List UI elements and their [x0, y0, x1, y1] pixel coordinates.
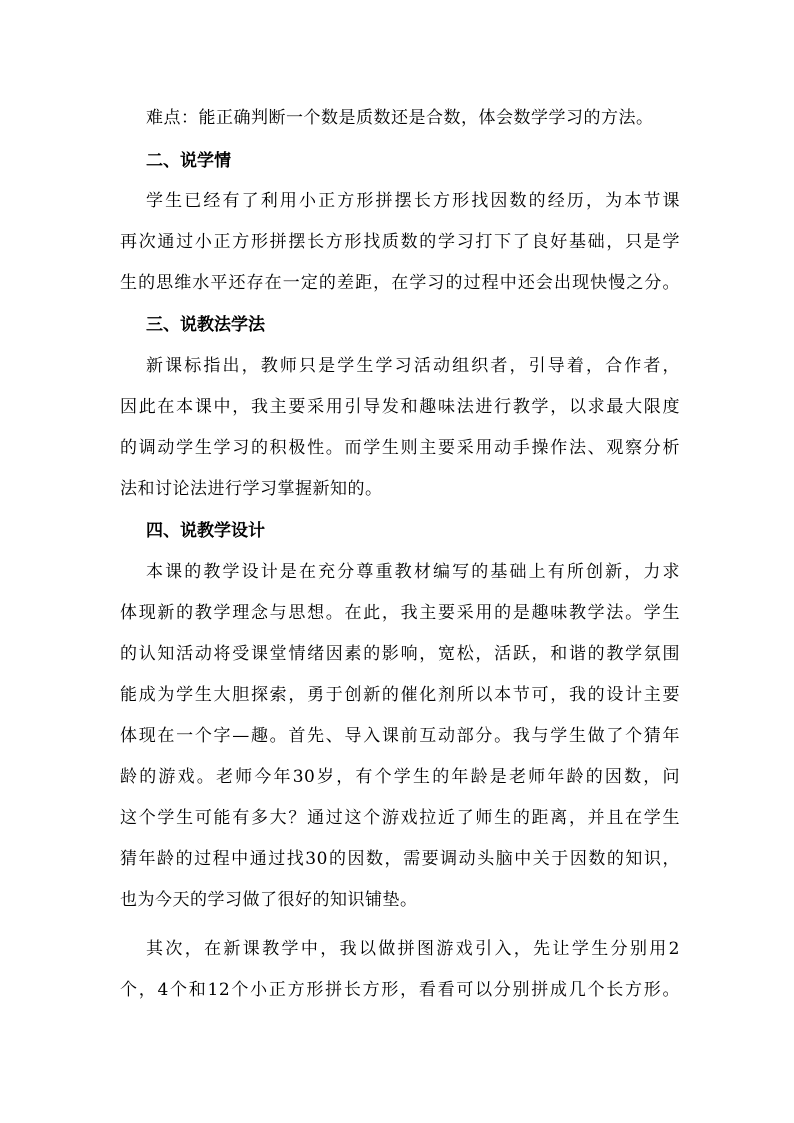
paragraph-line: 的调动学生学习的积极性。而学生则主要采用动手操作法、观察分析 [120, 438, 680, 458]
paragraph-line: 法和讨论法进行学习掌握新知的。 [120, 479, 383, 499]
paragraph-line: 新课标指出，教师只是学生学习活动组织者，引导着，合作者， [146, 356, 680, 376]
section-heading-teaching-design: 四、说教学设计 [146, 521, 265, 541]
paragraph-line: 个，4个和12个小正方形拼长方形，看看可以分别拼成几个长方形。 [120, 980, 680, 1000]
difficulty-line: 难点：能正确判断一个数是质数还是合数，体会数学学习的方法。 [146, 108, 654, 128]
paragraph-line: 生的思维水平还存在一定的差距，在学习的过程中还会出现快慢之分。 [120, 273, 680, 293]
paragraph-line: 体现在一个字—趣。首先、导入课前互动部分。我与学生做了个猜年 [120, 726, 680, 746]
paragraph-line: 学生已经有了利用小正方形拼摆长方形找因数的经历，为本节课 [146, 191, 680, 211]
paragraph-line: 再次通过小正方形拼摆长方形找质数的学习打下了良好基础，只是学 [120, 232, 680, 252]
paragraph-line: 体现新的教学理念与思想。在此，我主要采用的是趣味教学法。学生 [120, 603, 680, 623]
paragraph-line: 也为今天的学习做了很好的知识铺垫。 [120, 890, 418, 910]
section-heading-student-analysis: 二、说学情 [146, 151, 231, 171]
paragraph-line: 其次，在新课教学中，我以做拼图游戏引入，先让学生分别用2 [146, 939, 680, 959]
paragraph-line: 这个学生可能有多大？通过这个游戏拉近了师生的距离，并且在学生 [120, 808, 680, 828]
paragraph-line: 龄的游戏。老师今年30岁，有个学生的年龄是老师年龄的因数，问 [120, 767, 680, 787]
paragraph-line: 猜年龄的过程中通过找30的因数，需要调动头脑中关于因数的知识， [120, 849, 680, 869]
paragraph-line: 能成为学生大胆探索，勇于创新的催化剂所以本节可，我的设计主要 [120, 685, 680, 705]
paragraph-line: 因此在本课中，我主要采用引导发和趣味法进行教学，以求最大限度 [120, 397, 680, 417]
section-heading-teaching-methods: 三、说教法学法 [146, 315, 265, 335]
paragraph-line: 本课的教学设计是在充分尊重教材编写的基础上有所创新，力求 [146, 562, 680, 582]
paragraph-line: 的认知活动将受课堂情绪因素的影响，宽松，活跃，和谐的教学氛围 [120, 644, 680, 664]
